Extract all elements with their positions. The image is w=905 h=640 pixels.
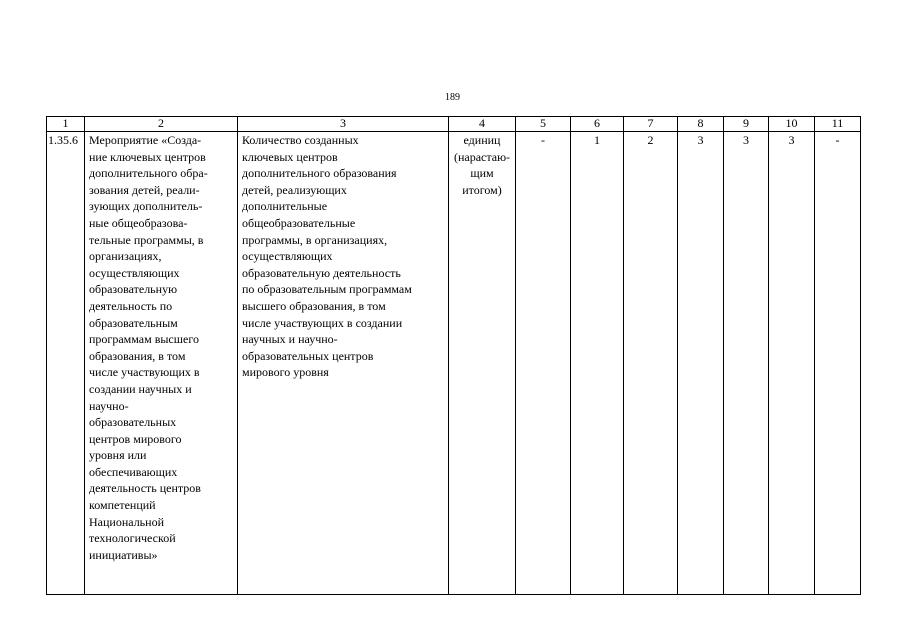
text-line: создании научных и xyxy=(89,381,192,396)
value-col-11: - xyxy=(815,132,861,595)
value-col-7: 2 xyxy=(624,132,678,595)
text-line: образовательным xyxy=(89,315,178,330)
text-line: ные общеобразова- xyxy=(89,215,188,230)
header-col-2: 2 xyxy=(85,117,238,132)
text-line: по образовательным программам xyxy=(242,282,412,297)
text-line: Мероприятие «Созда- xyxy=(89,133,202,147)
text-line: единиц xyxy=(463,133,501,147)
table-header-row xyxy=(47,117,861,132)
header-col-1: 1 xyxy=(47,117,85,132)
unit-cell xyxy=(449,132,516,595)
page-number: 189 xyxy=(445,92,460,103)
value-col-9: 3 xyxy=(724,132,769,595)
header-col-8: 8 xyxy=(678,117,724,132)
text-line: образовательных xyxy=(89,415,177,430)
text-line: научных и научно- xyxy=(242,332,338,347)
header-col-7: 7 xyxy=(624,117,678,132)
text-line: дополнительные xyxy=(242,199,328,214)
text-line: тельные программы, в xyxy=(89,232,204,247)
table-row xyxy=(47,132,861,595)
row-number: 1.35.6 xyxy=(47,132,85,595)
text-line: осуществляющих xyxy=(242,249,333,264)
text-line: образовательную xyxy=(89,282,178,297)
event-name-cell xyxy=(85,132,238,595)
text-line: обеспечивающих xyxy=(89,464,178,479)
text-line: мирового уровня xyxy=(242,365,329,380)
header-col-6: 6 xyxy=(571,117,624,132)
event-name-text xyxy=(89,132,234,563)
text-line: компетенций xyxy=(89,498,156,513)
indicator-text xyxy=(242,132,446,381)
text-line: программам высшего xyxy=(89,332,199,347)
text-line: образования, в том xyxy=(89,348,186,363)
unit-text xyxy=(451,132,513,198)
value-col-6: 1 xyxy=(571,132,624,595)
text-line: зующих дополнитель- xyxy=(89,199,203,214)
header-col-11: 11 xyxy=(815,117,861,132)
text-line: центров мирового xyxy=(89,431,182,446)
text-line: дополнительного обра- xyxy=(89,166,208,181)
text-line: ключевых центров xyxy=(242,149,338,164)
value-col-10: 3 xyxy=(769,132,815,595)
text-line: дополнительного образования xyxy=(242,166,397,181)
text-line: программы, в организациях, xyxy=(242,232,388,247)
header-col-10: 10 xyxy=(769,117,815,132)
text-line: итогом) xyxy=(462,182,502,197)
text-line: числе участвующих в создании xyxy=(242,315,403,330)
text-line: (нарастаю- xyxy=(453,149,511,164)
header-col-9: 9 xyxy=(724,117,769,132)
text-line: инициативы» xyxy=(89,547,158,562)
header-col-5: 5 xyxy=(516,117,571,132)
text-line: деятельность по xyxy=(89,298,173,313)
text-line: Национальной xyxy=(89,514,164,529)
text-line: числе участвующих в xyxy=(89,365,200,380)
text-line: зования детей, реали- xyxy=(89,182,200,197)
text-line: организациях, xyxy=(89,249,162,264)
text-line: щим xyxy=(470,166,494,181)
program-table xyxy=(46,116,861,595)
text-line: детей, реализующих xyxy=(242,182,347,197)
header-col-3: 3 xyxy=(238,117,449,132)
text-line: технологической xyxy=(89,531,176,546)
text-line: деятельность центров xyxy=(89,481,201,496)
text-line: образовательных центров xyxy=(242,348,374,363)
text-line: высшего образования, в том xyxy=(242,298,386,313)
text-line: общеобразовательные xyxy=(242,215,356,230)
text-line: уровня или xyxy=(89,448,147,463)
value-col-5: - xyxy=(516,132,571,595)
indicator-cell xyxy=(238,132,449,595)
value-col-8: 3 xyxy=(678,132,724,595)
text-line: ние ключевых центров xyxy=(89,149,206,164)
text-line: научно- xyxy=(89,398,129,413)
header-col-4: 4 xyxy=(449,117,516,132)
text-line: Количество созданных xyxy=(242,133,359,147)
text-line: образовательную деятельность xyxy=(242,265,401,280)
text-line: осуществляющих xyxy=(89,265,180,280)
